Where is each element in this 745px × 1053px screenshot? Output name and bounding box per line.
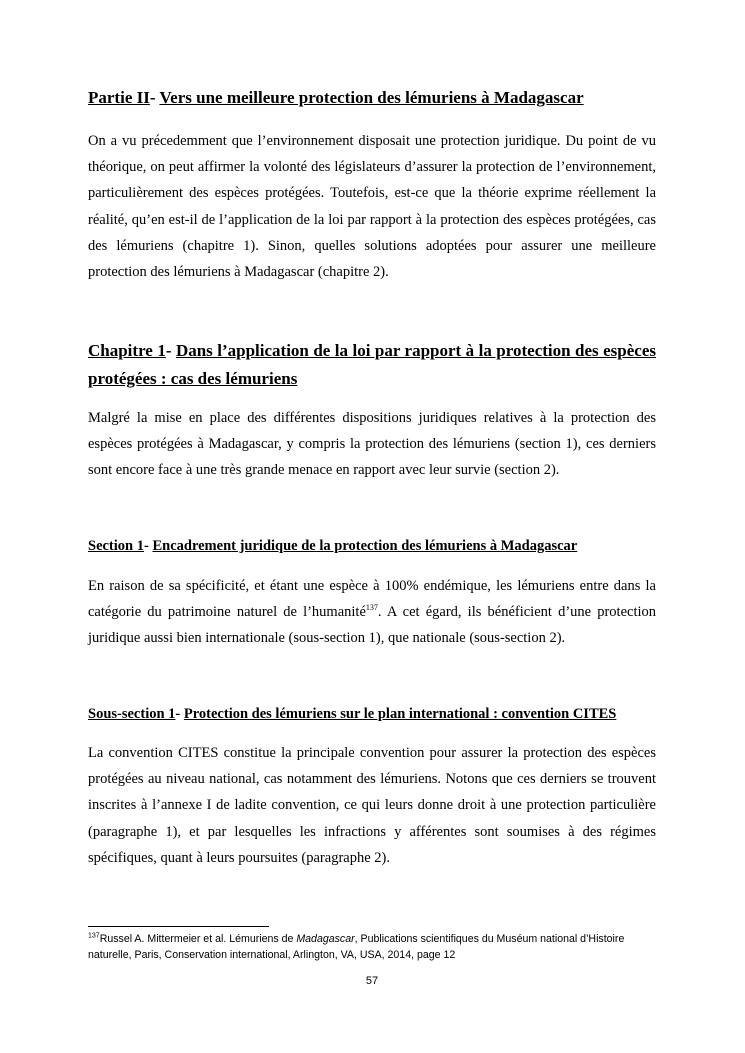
partie-heading [88, 88, 584, 108]
partie-label: Partie II [88, 88, 150, 107]
footnote-text-before: Russel A. Mittermeier et al. Lémuriens de [99, 933, 297, 945]
section-text-after: . A cet égard, ils bénéficient d’une protection juridique aussi bien internationale (sous-section 1), que nationale (sous-section 2). [88, 604, 657, 647]
footnote-reference[interactable]: 137 [365, 603, 378, 613]
footnote-italic-title: Madagascar [296, 933, 355, 945]
partie-separator: - [149, 88, 160, 107]
sous-section-heading [88, 706, 616, 723]
page-number: 57 [365, 975, 379, 987]
sous-section-separator: - [175, 706, 184, 722]
footnote-text-after: , Publications scientifiques du Muséum national d’Histoire naturelle, Paris, Conservation international, Arlington, VA, USA, 2014, page 12 [88, 933, 625, 961]
chapitre-heading [88, 337, 656, 393]
section-label: Section 1 [88, 538, 144, 554]
intro-paragraph: On a vu précedemment que l’environnement disposait une protection juridique. Du point de vu théorique, on peut affirmer la volonté des législateurs d’assurer la protection de l’environnement, particulièrement des espèces protégées. Toutefois, est-ce que la théorie exprime réellement la réalité, qu’en est-il de l’application de la loi par rapport à la protection des espèces protégées, cas des lémuriens (chapitre 1). Sinon, quelles solutions adoptées pour assurer une meilleure protection des lémuriens à Madagascar (chapitre 2). [88, 133, 656, 281]
chapitre-label: Chapitre 1 [88, 341, 166, 360]
partie-title: Vers une meilleure protection des lémuriens à Madagascar [159, 88, 584, 107]
footnote-divider [88, 926, 269, 927]
section-text-before: En raison de sa spécificité, et étant une espèce à 100% endémique, les lémuriens entre dans la catégorie du patrimoine naturel de l’humanité [88, 578, 656, 621]
sous-section-label: Sous-section 1 [88, 706, 176, 722]
chapitre-paragraph: Malgré la mise en place des différentes dispositions juridiques relatives à la protection des espèces protégées à Madagascar, y compris la protection des lémuriens (section 1), ces derniers sont encore face à une très grande menace en rapport avec leur survie (section 2). [88, 410, 656, 479]
section-separator: - [143, 538, 153, 554]
chapitre-separator: - [165, 341, 176, 360]
section-title: Encadrement juridique de la protection des lémuriens à Madagascar [152, 538, 578, 554]
section-paragraph [88, 573, 656, 652]
footnote-number: 137 [88, 932, 100, 940]
footnote [88, 931, 658, 963]
chapitre-title: Dans l’application de la loi par rapport à la protection des espèces protégées : cas des lémuriens [88, 341, 656, 388]
section-heading [88, 538, 577, 555]
sous-section-title: Protection des lémuriens sur le plan international : convention CITES [183, 706, 617, 722]
sous-section-paragraph: La convention CITES constitue la principale convention pour assurer la protection des espèces protégées au niveau national, cas notamment des lémuriens. Notons que ces derniers se trouvent inscrites à l’annexe I de ladite convention, ce qui leurs donne droit à une protection particulière (paragraphe 1), et par lesquelles les infractions y afférentes sont soumises à des régimes spécifiques, quant à leurs poursuites (paragraphe 2). [88, 745, 656, 866]
